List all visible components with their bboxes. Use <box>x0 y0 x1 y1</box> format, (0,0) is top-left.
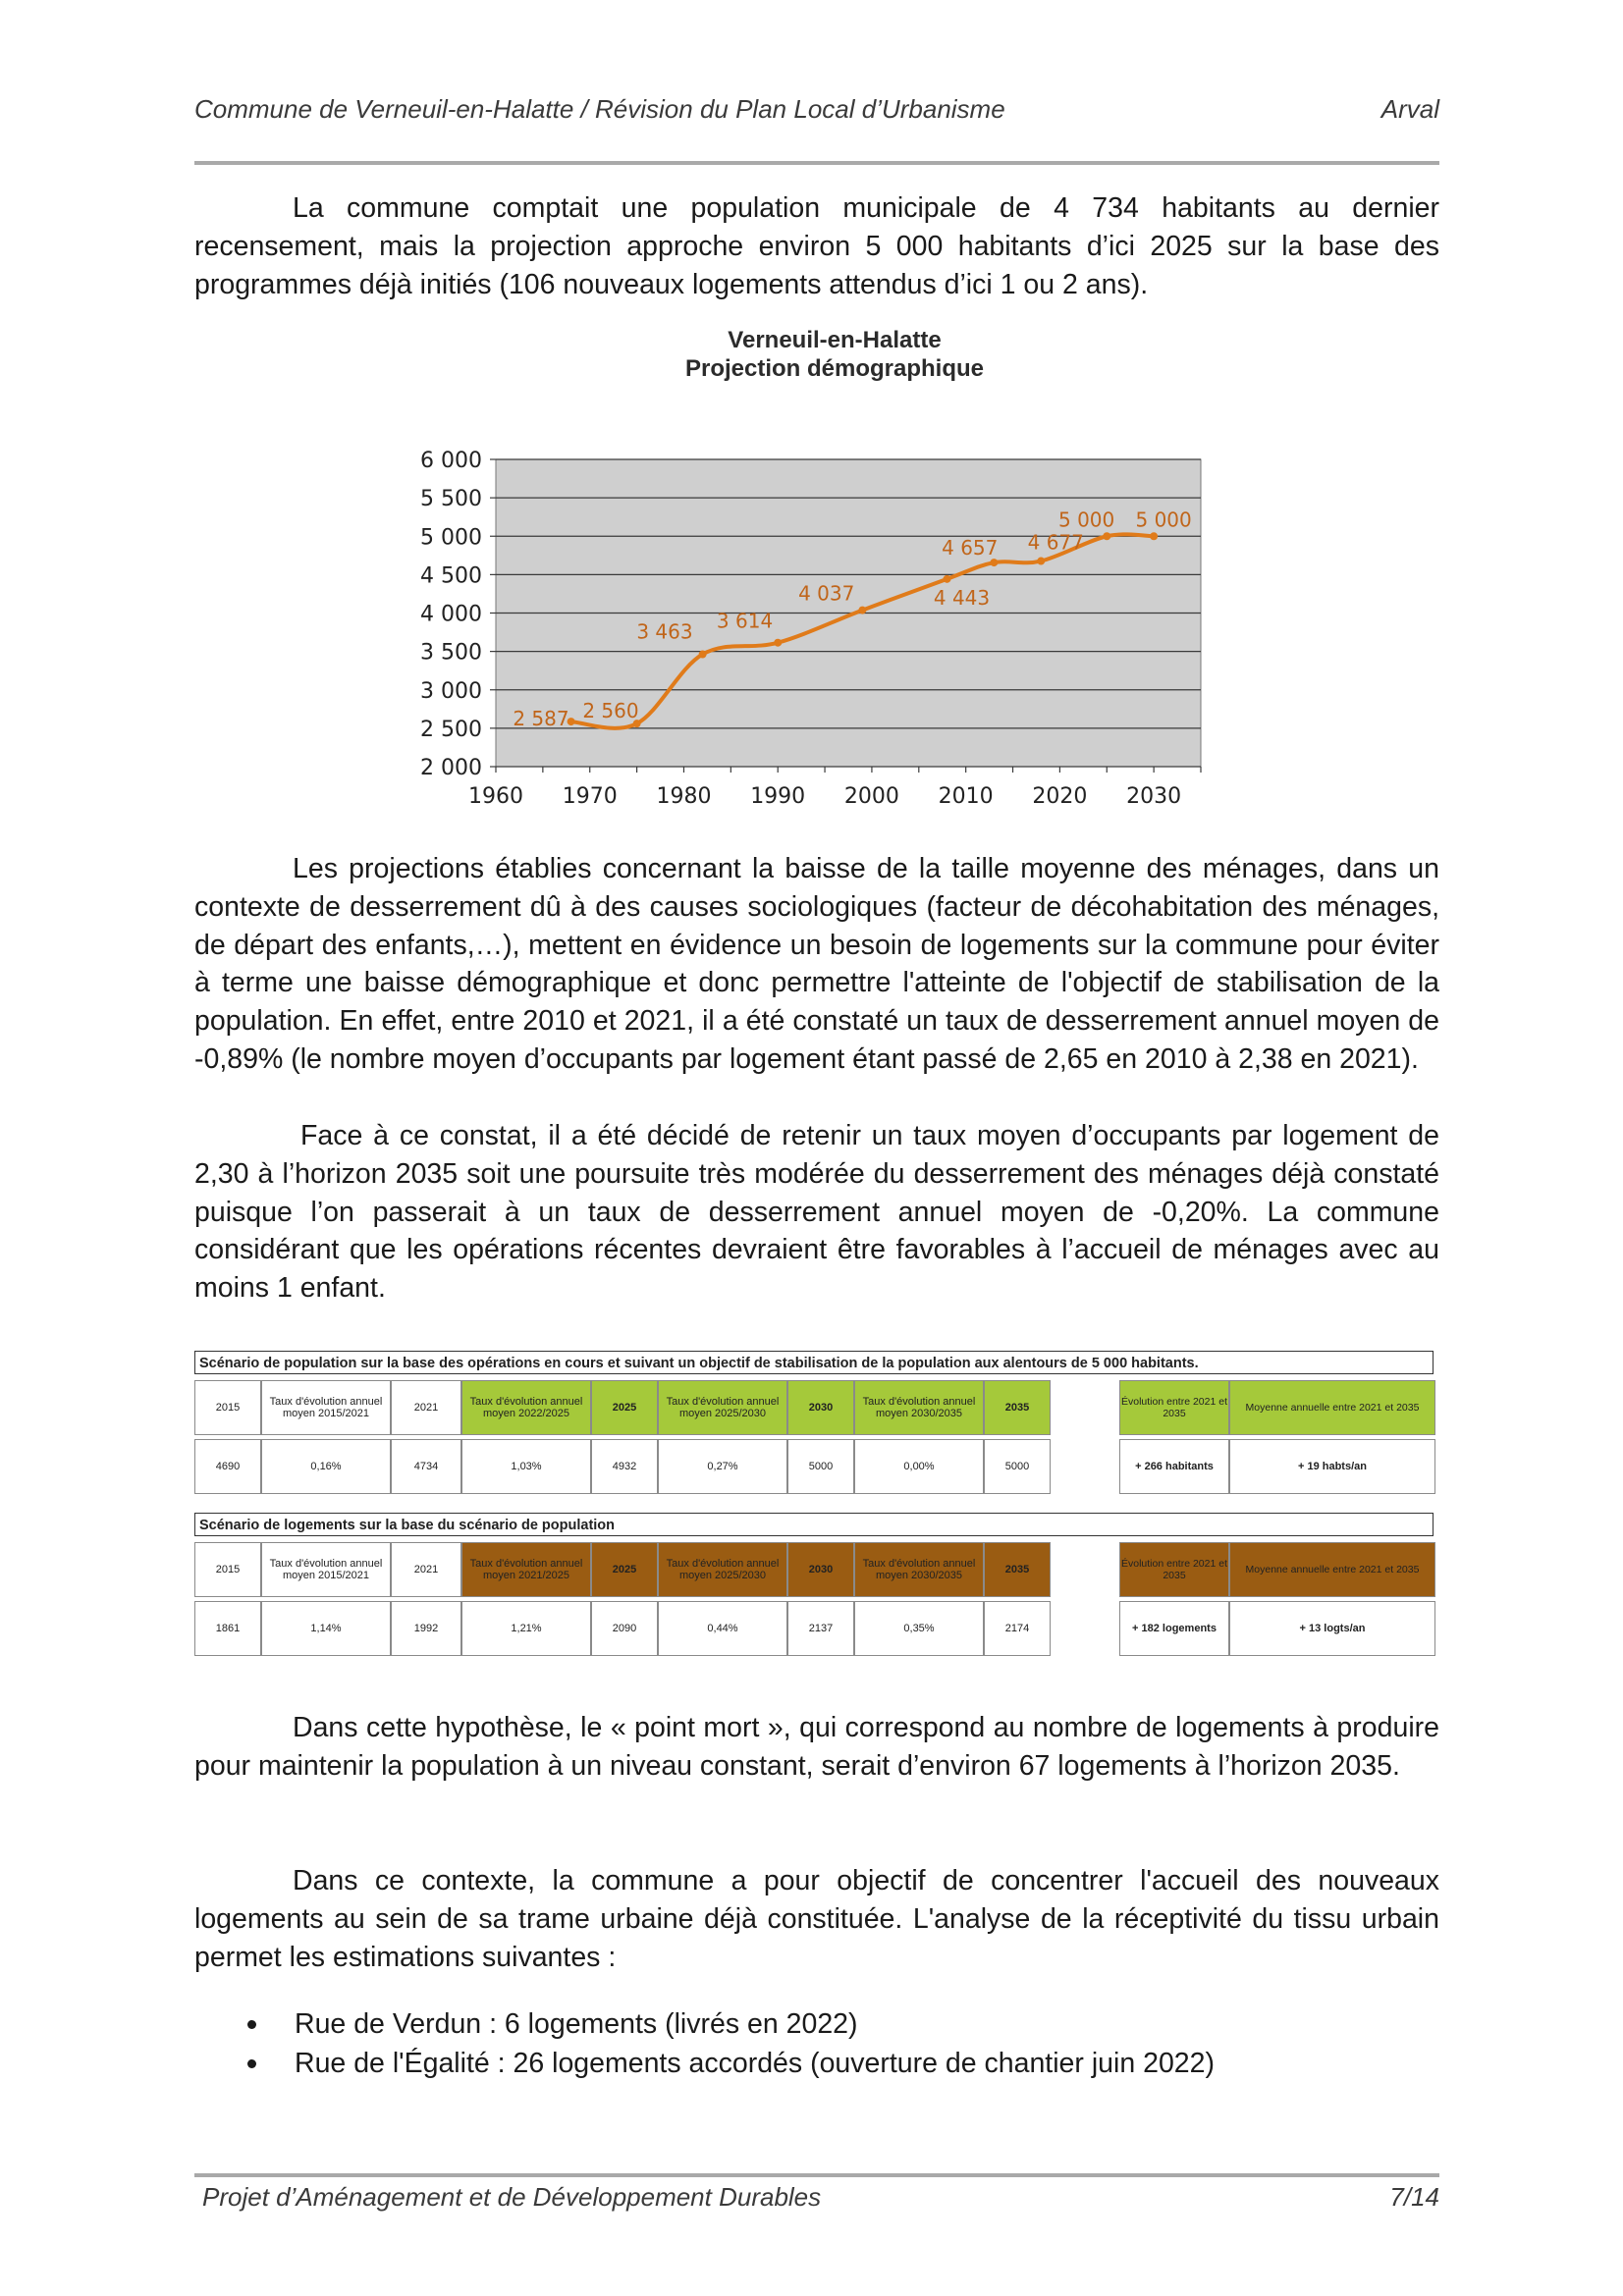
list-item <box>236 2044 1215 2083</box>
data-label: 4 677 <box>1027 530 1084 555</box>
population-scenario-table <box>194 1351 1435 1516</box>
table-caption: Scénario de population sur la base des opérations en cours et suivant un objectif de stabilisation de la population aux alentours de 5 000 habitants. <box>194 1351 1434 1374</box>
page-number: 7/14 <box>1389 2182 1439 2212</box>
chart-title-line1: Verneuil-en-Halatte <box>728 327 942 353</box>
table-cell: 2174 <box>984 1601 1051 1656</box>
data-point <box>774 639 782 647</box>
list-item-text: Rue de Verdun : 6 logements (livrés en 2022) <box>295 2008 858 2040</box>
footer-title: Projet d’Aménagement et de Développement Durables <box>202 2182 822 2212</box>
x-tick-label: 2010 <box>938 784 994 809</box>
table-header-cell: Taux d'évolution annuel moyen 2030/2035 <box>854 1380 984 1435</box>
population-chart <box>383 442 1217 825</box>
table-caption: Scénario de logements sur la base du scénario de population <box>194 1513 1434 1536</box>
table-header-cell: Évolution entre 2021 et 2035 <box>1119 1542 1229 1597</box>
x-tick-label: 1980 <box>656 784 712 809</box>
header-title: Commune de Verneuil-en-Halatte / Révision du Plan Local d’Urbanisme <box>194 94 1005 124</box>
data-point <box>944 575 951 583</box>
table-header-cell: 2015 <box>194 1542 261 1597</box>
y-tick-label: 6 000 <box>420 449 482 473</box>
table-header-cell: 2030 <box>787 1380 854 1435</box>
bullet-icon <box>247 2020 256 2029</box>
data-label: 2 560 <box>582 699 639 723</box>
table-header-cell: Évolution entre 2021 et 2035 <box>1119 1380 1229 1435</box>
table-cell: 5000 <box>984 1439 1051 1494</box>
y-tick-label: 3 500 <box>420 640 482 666</box>
table-header-cell: 2021 <box>391 1380 461 1435</box>
paragraph-point-mort: Dans cette hypothèse, le « point mort », qui correspond au nombre de logements à produire pour maintenir la population à un niveau constant, serait d’environ 67 logements à l’horizon 2035. <box>194 1712 1439 1782</box>
table-cell: 1,03% <box>461 1439 591 1494</box>
table-cell: 4734 <box>391 1439 461 1494</box>
x-tick-label: 2020 <box>1032 784 1088 809</box>
y-tick-label: 5 000 <box>420 525 482 551</box>
table-header-cell: 2021 <box>391 1542 461 1597</box>
table-header-cell: Taux d'évolution annuel moyen 2025/2030 <box>658 1380 787 1435</box>
table-header-cell: 2035 <box>984 1542 1051 1597</box>
table-cell: 0,00% <box>854 1439 984 1494</box>
chart-title-line2: Projection démographique <box>684 355 985 382</box>
housing-scenario-table <box>194 1513 1435 1678</box>
y-tick-label: 2 000 <box>420 756 482 780</box>
y-tick-label: 2 500 <box>420 717 482 742</box>
paragraph-intro: La commune comptait une population municipale de 4 734 habitants au dernier recensement, mais la projection approche environ 5 000 habitants d’ici 2025 sur la base des programmes déjà initiés (106 nouveaux logements attendus d’ici 1 ou 2 ans). <box>194 192 1439 300</box>
table-cell: + 19 habts/an <box>1229 1439 1435 1494</box>
x-tick-label: 1960 <box>468 784 523 809</box>
table-header-cell: Taux d'évolution annuel moyen 2025/2030 <box>658 1542 787 1597</box>
data-point <box>1150 532 1158 540</box>
paragraph-contexte: Dans ce contexte, la commune a pour objectif de concentrer l'accueil des nouveaux logements au sein de sa trame urbaine déjà constituée. L'analyse de la réceptivité du tissu urbain permet les estimations suivantes : <box>194 1865 1439 1973</box>
data-point <box>858 607 866 614</box>
bullet-list <box>236 2004 1215 2083</box>
table-cell: + 182 logements <box>1119 1601 1229 1656</box>
data-label: 4 657 <box>942 536 999 561</box>
table-cell: + 13 logts/an <box>1229 1601 1435 1656</box>
x-tick-label: 1970 <box>562 784 618 809</box>
data-point <box>1037 558 1045 565</box>
data-label: 4 443 <box>933 585 991 610</box>
data-point <box>1103 532 1110 540</box>
table-cell: 0,16% <box>261 1439 391 1494</box>
data-label: 5 000 <box>1058 507 1115 532</box>
data-point <box>990 559 998 566</box>
y-tick-label: 5 500 <box>420 487 482 512</box>
table-cell: 1,21% <box>461 1601 591 1656</box>
data-label: 3 463 <box>636 619 693 644</box>
table-header-cell: 2015 <box>194 1380 261 1435</box>
table-header-cell: Taux d'évolution annuel moyen 2015/2021 <box>261 1542 391 1597</box>
table-cell: 4690 <box>194 1439 261 1494</box>
header-rule <box>194 161 1439 165</box>
chart-title <box>393 326 1276 383</box>
x-tick-label: 2030 <box>1126 784 1182 809</box>
bullet-icon <box>247 2059 256 2068</box>
footer-rule <box>194 2173 1439 2177</box>
x-tick-label: 2000 <box>843 784 899 809</box>
table-cell: 0,35% <box>854 1601 984 1656</box>
list-item <box>236 2004 1215 2044</box>
table-cell: 1861 <box>194 1601 261 1656</box>
table-header-cell: 2035 <box>984 1380 1051 1435</box>
y-tick-label: 3 000 <box>420 678 482 704</box>
table-cell: 2090 <box>591 1601 658 1656</box>
table-cell: 0,27% <box>658 1439 787 1494</box>
list-item-text: Rue de l'Égalité : 26 logements accordés (ouverture de chantier juin 2022) <box>295 2048 1215 2079</box>
table-cell: 0,44% <box>658 1601 787 1656</box>
data-label: 3 614 <box>716 609 774 633</box>
y-tick-label: 4 000 <box>420 602 482 627</box>
data-label: 5 000 <box>1135 507 1192 532</box>
table-cell: 1992 <box>391 1601 461 1656</box>
table-header-cell: Moyenne annuelle entre 2021 et 2035 <box>1229 1542 1435 1597</box>
table-cell: + 266 habitants <box>1119 1439 1229 1494</box>
table-header-cell: Taux d'évolution annuel moyen 2021/2025 <box>461 1542 591 1597</box>
paragraph-projections: Les projections établies concernant la baisse de la taille moyenne des ménages, dans un contexte de desserrement dû à des causes sociologiques (facteur de décohabitation des ménages, de départ des enfants,…), mettent en évidence un besoin de logements sur la commune pour éviter à terme une baisse démographique et donc permettre l'atteinte de l'objectif de stabilisation de la population. En effet, entre 2010 et 2021, il a été constaté un taux de desserrement annuel moyen de -0,89% (le nombre moyen d’occupants par logement étant passé de 2,65 en 2010 à 2,38 en 2021). <box>194 853 1439 1075</box>
y-tick-label: 4 500 <box>420 563 482 589</box>
table-header-cell: 2025 <box>591 1542 658 1597</box>
data-point <box>699 651 707 659</box>
page-footer <box>194 2182 1439 2217</box>
paragraph-constat: Face à ce constat, il a été décidé de retenir un taux moyen d’occupants par logement de 2,30 à l’horizon 2035 soit une poursuite très modérée du desserrement des ménages déjà constaté puisque l’on passerait à un taux de desserrement annuel moyen de -0,20%. La commune considérant que les opérations récentes devraient être favorables à l’accueil de ménages avec au moins 1 enfant. <box>194 1120 1439 1305</box>
header-author: Arval <box>1380 94 1439 124</box>
table-header-cell: Taux d'évolution annuel moyen 2030/2035 <box>854 1542 984 1597</box>
data-label: 4 037 <box>798 581 855 606</box>
table-header-cell: Taux d'évolution annuel moyen 2022/2025 <box>461 1380 591 1435</box>
page-header <box>194 94 1439 130</box>
data-label: 2 587 <box>513 707 569 731</box>
table-cell: 2137 <box>787 1601 854 1656</box>
table-header-cell: 2025 <box>591 1380 658 1435</box>
table-header-cell: Taux d'évolution annuel moyen 2015/2021 <box>261 1380 391 1435</box>
table-header-cell: Moyenne annuelle entre 2021 et 2035 <box>1229 1380 1435 1435</box>
table-header-cell: 2030 <box>787 1542 854 1597</box>
table-cell: 1,14% <box>261 1601 391 1656</box>
table-cell: 4932 <box>591 1439 658 1494</box>
x-tick-label: 1990 <box>750 784 806 809</box>
table-cell: 5000 <box>787 1439 854 1494</box>
